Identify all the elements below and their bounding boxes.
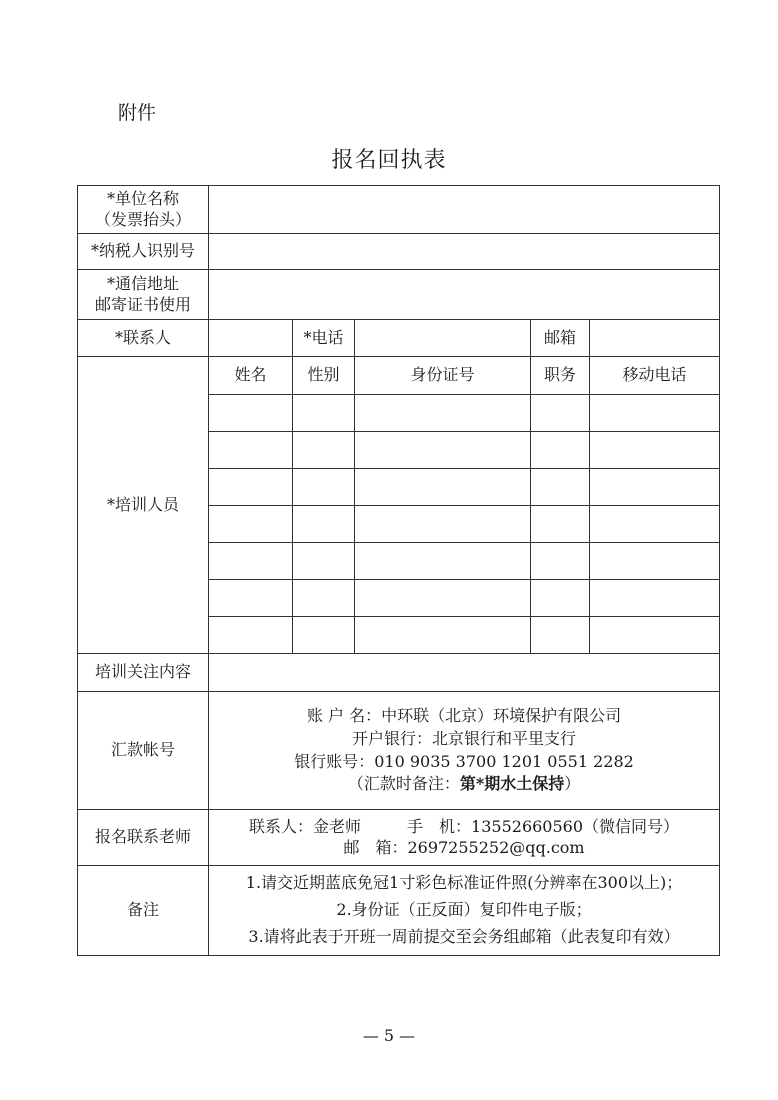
col-header-position: 职务 xyxy=(531,357,590,395)
trainee-id-cell[interactable] xyxy=(355,617,531,654)
address-label-line1: *通信地址 xyxy=(106,273,179,293)
remittance-note-suffix: ） xyxy=(564,774,581,794)
attachment-label: 附件 xyxy=(118,102,157,124)
teacher-contact-info xyxy=(209,810,720,866)
trainee-id-cell[interactable] xyxy=(355,543,531,580)
trainee-gender-cell[interactable] xyxy=(293,469,355,506)
contact-label: *联系人 xyxy=(78,320,209,357)
teacher-email: 邮 箱：2697255252@qq.com xyxy=(343,837,585,857)
row-remittance xyxy=(78,692,720,810)
taxpayer-id-input[interactable] xyxy=(209,234,720,270)
trainee-name-cell[interactable] xyxy=(209,580,293,617)
row-address xyxy=(78,270,720,320)
row-teacher-contact xyxy=(78,810,720,866)
row-unit-name xyxy=(78,186,720,234)
trainee-mobile-cell[interactable] xyxy=(590,469,720,506)
trainee-name-cell[interactable] xyxy=(209,506,293,543)
teacher-contact-label: 报名联系老师 xyxy=(78,810,209,866)
trainee-mobile-cell[interactable] xyxy=(590,617,720,654)
training-focus-input[interactable] xyxy=(209,654,720,692)
trainee-gender-cell[interactable] xyxy=(293,580,355,617)
email-label: 邮箱 xyxy=(531,320,590,357)
trainee-id-cell[interactable] xyxy=(355,395,531,432)
trainee-position-cell[interactable] xyxy=(531,432,590,469)
trainee-position-cell[interactable] xyxy=(531,543,590,580)
email-input[interactable] xyxy=(590,320,720,357)
trainee-gender-cell[interactable] xyxy=(293,395,355,432)
account-name: 账 户 名：中环联（北京）环境保护有限公司 xyxy=(306,705,622,725)
bank-name: 开户银行：北京银行和平里支行 xyxy=(352,728,577,748)
remark-item: 2.身份证（正反面）复印件电子版； xyxy=(336,900,592,920)
col-header-gender: 性别 xyxy=(293,357,355,395)
page-number: — 5 — xyxy=(362,1026,416,1045)
address-label xyxy=(78,270,209,320)
trainee-mobile-cell[interactable] xyxy=(590,543,720,580)
teacher-line1 xyxy=(209,817,719,838)
remittance-label: 汇款帐号 xyxy=(78,692,209,810)
row-taxpayer-id xyxy=(78,234,720,270)
unit-name-input[interactable] xyxy=(209,186,720,234)
trainee-mobile-cell[interactable] xyxy=(590,506,720,543)
training-focus-label: 培训关注内容 xyxy=(78,654,209,692)
teacher-mobile: 手 机：13552660560（微信同号） xyxy=(407,816,680,836)
trainee-position-cell[interactable] xyxy=(531,395,590,432)
trainee-mobile-cell[interactable] xyxy=(590,395,720,432)
trainee-gender-cell[interactable] xyxy=(293,617,355,654)
registration-form-table xyxy=(77,185,720,956)
row-trainee-header xyxy=(78,357,720,395)
trainee-position-cell[interactable] xyxy=(531,469,590,506)
trainee-id-cell[interactable] xyxy=(355,469,531,506)
trainee-name-cell[interactable] xyxy=(209,432,293,469)
teacher-contact-person: 联系人：金老师 xyxy=(249,816,362,836)
trainee-name-cell[interactable] xyxy=(209,543,293,580)
remark-item: 1.请交近期蓝底免冠1寸彩色标准证件照(分辨率在300以上)； xyxy=(245,873,683,893)
trainee-mobile-cell[interactable] xyxy=(590,432,720,469)
taxpayer-id-label: *纳税人识别号 xyxy=(78,234,209,270)
trainees-label: *培训人员 xyxy=(78,357,209,654)
trainee-name-cell[interactable] xyxy=(209,395,293,432)
remittance-note-prefix: （汇款时备注： xyxy=(347,774,460,794)
trainee-mobile-cell[interactable] xyxy=(590,580,720,617)
row-remarks xyxy=(78,866,720,956)
phone-label: *电话 xyxy=(293,320,355,357)
form-title: 报名回执表 xyxy=(331,148,447,173)
trainee-position-cell[interactable] xyxy=(531,580,590,617)
row-contact xyxy=(78,320,720,357)
remittance-info xyxy=(209,692,720,810)
trainee-id-cell[interactable] xyxy=(355,506,531,543)
col-header-id-number: 身份证号 xyxy=(355,357,531,395)
phone-input[interactable] xyxy=(355,320,531,357)
unit-name-label-line1: *单位名称 xyxy=(106,188,179,208)
col-header-name: 姓名 xyxy=(209,357,293,395)
trainee-gender-cell[interactable] xyxy=(293,506,355,543)
col-header-mobile: 移动电话 xyxy=(590,357,720,395)
trainee-position-cell[interactable] xyxy=(531,617,590,654)
remark-item: 3.请将此表于开班一周前提交至会务组邮箱（此表复印有效） xyxy=(248,926,680,946)
remittance-note xyxy=(209,774,719,795)
address-input[interactable] xyxy=(209,270,720,320)
row-training-focus xyxy=(78,654,720,692)
remarks-label: 备注 xyxy=(78,866,209,956)
trainee-id-cell[interactable] xyxy=(355,580,531,617)
trainee-gender-cell[interactable] xyxy=(293,432,355,469)
trainee-id-cell[interactable] xyxy=(355,432,531,469)
unit-name-label-line2: （发票抬头） xyxy=(94,209,191,229)
address-label-line2: 邮寄证书使用 xyxy=(94,294,191,314)
remarks-content xyxy=(209,866,720,956)
account-number: 银行账号：010 9035 3700 1201 0551 2282 xyxy=(294,751,634,771)
unit-name-label xyxy=(78,186,209,234)
contact-input[interactable] xyxy=(209,320,293,357)
trainee-name-cell[interactable] xyxy=(209,469,293,506)
remittance-note-bold: 第*期水土保持 xyxy=(459,774,565,794)
trainee-position-cell[interactable] xyxy=(531,506,590,543)
trainee-name-cell[interactable] xyxy=(209,617,293,654)
trainee-gender-cell[interactable] xyxy=(293,543,355,580)
